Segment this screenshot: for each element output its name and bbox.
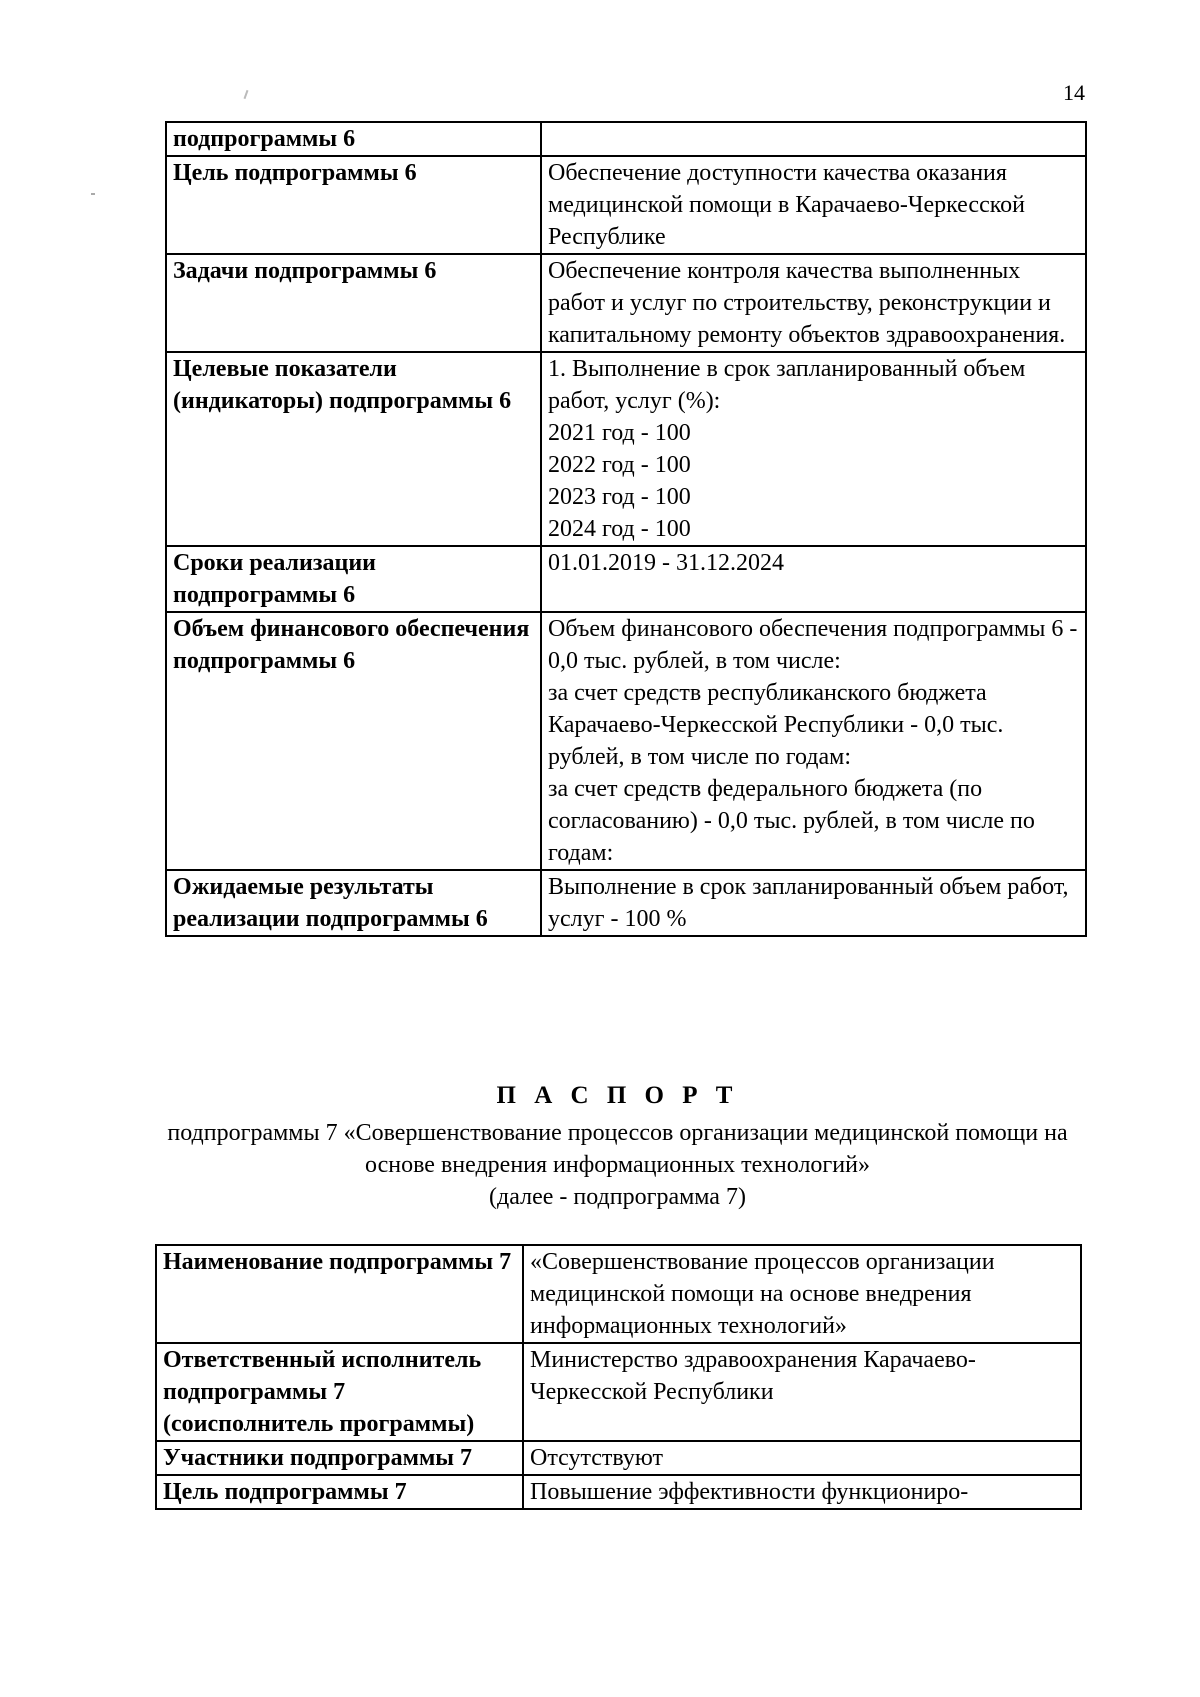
value-line: Отсутствуют bbox=[530, 1445, 663, 1471]
table-row bbox=[156, 1441, 1081, 1475]
value-line: 2023 год - 100 bbox=[548, 484, 691, 510]
row-value bbox=[541, 546, 1086, 612]
passport-subtitle-note: (далее - подпрограмма 7) bbox=[489, 1184, 746, 1210]
row-label: Участники подпрограммы 7 bbox=[156, 1441, 523, 1475]
table-row bbox=[166, 122, 1086, 156]
value-line: Министерство здравоохранения Карачаево-Черкесской Республики bbox=[530, 1347, 976, 1405]
row-label: Задачи подпрограммы 6 bbox=[166, 254, 541, 352]
value-line: за счет средств федерального бюджета (по согласованию) - 0,0 тыс. рублей, в том числе по годам: bbox=[548, 776, 1035, 866]
row-value bbox=[541, 870, 1086, 936]
value-line: 2022 год - 100 bbox=[548, 452, 691, 478]
table-row bbox=[166, 156, 1086, 254]
row-label: Ответственный исполнитель подпрограммы 7 (соисполнитель программы) bbox=[156, 1343, 523, 1441]
row-value bbox=[523, 1343, 1081, 1441]
row-label: Цель подпрограммы 6 bbox=[166, 156, 541, 254]
passport-subtitle bbox=[150, 1117, 1085, 1213]
row-value bbox=[523, 1441, 1081, 1475]
value-line: 2024 год - 100 bbox=[548, 516, 691, 542]
value-line: 1. Выполнение в срок запланированный объем работ, услуг (%): bbox=[548, 356, 1026, 414]
value-line: за счет средств республиканского бюджета Карачаево-Черкесской Республики - 0,0 тыс. рублей, в том числе по годам: bbox=[548, 680, 1004, 770]
table-row bbox=[156, 1475, 1081, 1509]
table2-body bbox=[156, 1245, 1081, 1509]
table-row bbox=[166, 352, 1086, 546]
row-label: Цель подпрограммы 7 bbox=[156, 1475, 523, 1509]
row-value bbox=[541, 254, 1086, 352]
row-value bbox=[541, 352, 1086, 546]
row-value bbox=[541, 612, 1086, 870]
value-line: Повышение эффективности функциониро- bbox=[530, 1479, 969, 1505]
subprogram-7-passport-table bbox=[155, 1244, 1082, 1510]
value-line: Объем финансового обеспечения подпрограммы 6 - 0,0 тыс. рублей, в том числе: bbox=[548, 616, 1078, 674]
row-value bbox=[523, 1245, 1081, 1343]
table-row bbox=[166, 870, 1086, 936]
value-line: 01.01.2019 - 31.12.2024 bbox=[548, 550, 784, 576]
row-label: подпрограммы 6 bbox=[166, 122, 541, 156]
row-label: Ожидаемые результаты реализации подпрограммы 6 bbox=[166, 870, 541, 936]
value-line: 2021 год - 100 bbox=[548, 420, 691, 446]
scan-mark bbox=[244, 90, 249, 99]
row-label: Целевые показатели (индикаторы) подпрограммы 6 bbox=[166, 352, 541, 546]
passport-subtitle-text: подпрограммы 7 «Совершенствование процессов организации медицинской помощи на основе внедрения информационных технологий» bbox=[167, 1120, 1068, 1178]
row-label: Объем финансового обеспечения подпрограммы 6 bbox=[166, 612, 541, 870]
value-line: Выполнение в срок запланированный объем работ, услуг - 100 % bbox=[548, 874, 1069, 932]
value-line: «Совершенствование процессов организации медицинской помощи на основе внедрения информационных технологий» bbox=[530, 1249, 995, 1339]
row-value bbox=[541, 122, 1086, 156]
table-row bbox=[166, 546, 1086, 612]
table-row bbox=[166, 612, 1086, 870]
scan-mark bbox=[91, 193, 95, 195]
passport-heading: П А С П О Р Т bbox=[496, 1082, 739, 1109]
row-value bbox=[523, 1475, 1081, 1509]
table-row bbox=[156, 1245, 1081, 1343]
row-label: Сроки реализации подпрограммы 6 bbox=[166, 546, 541, 612]
row-value bbox=[541, 156, 1086, 254]
page-number: 14 bbox=[1063, 80, 1085, 105]
subprogram-6-passport-table bbox=[165, 121, 1087, 937]
row-label: Наименование подпрограммы 7 bbox=[156, 1245, 523, 1343]
table-row bbox=[156, 1343, 1081, 1441]
value-line: Обеспечение доступности качества оказания медицинской помощи в Карачаево-Черкесской Республике bbox=[548, 160, 1025, 250]
table1-body bbox=[166, 122, 1086, 936]
table-row bbox=[166, 254, 1086, 352]
value-line: Обеспечение контроля качества выполненных работ и услуг по строительству, реконструкции и капитальному ремонту объектов здравоохранения. bbox=[548, 258, 1066, 348]
